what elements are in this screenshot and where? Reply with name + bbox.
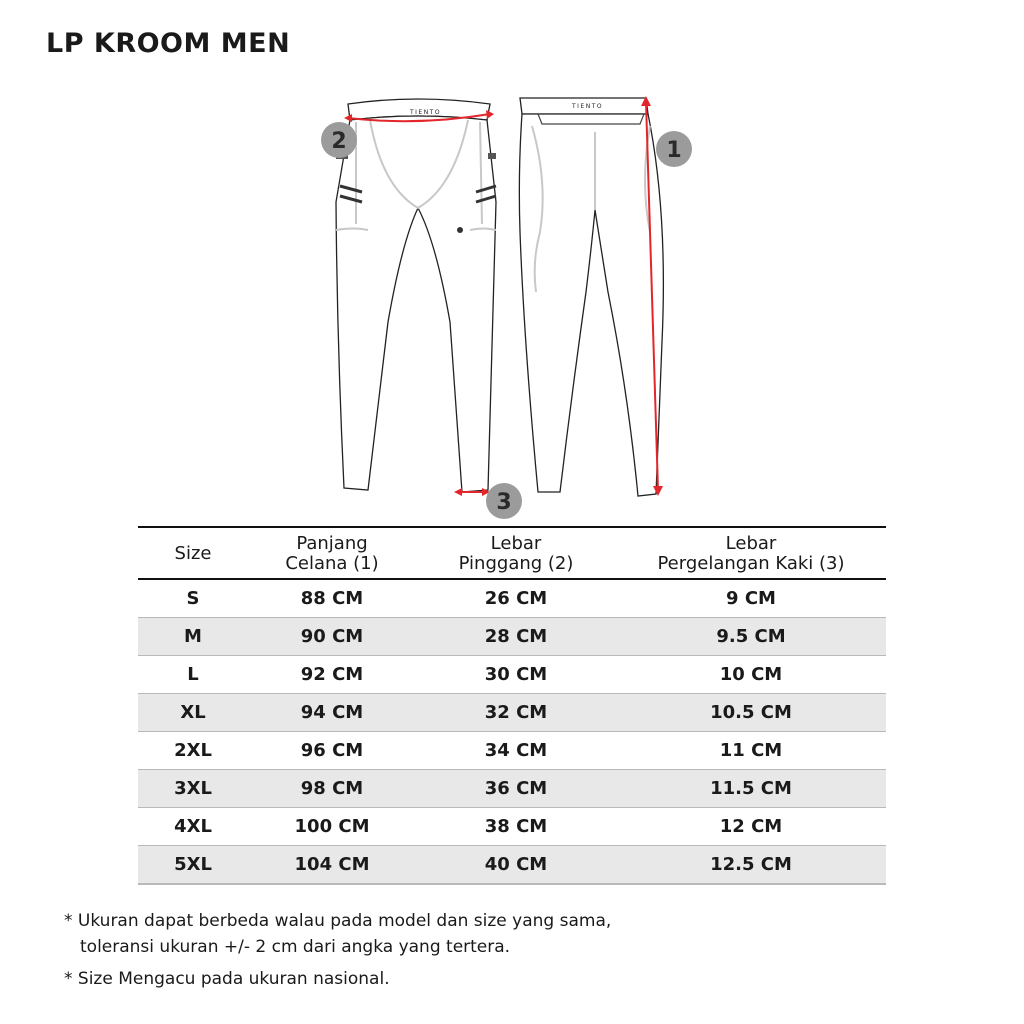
header-waist: Lebar Pinggang (2): [416, 527, 616, 579]
cell-ankle: 12 CM: [616, 808, 886, 846]
brand-label-back: TIENTO: [572, 103, 604, 110]
table-row: [138, 732, 886, 770]
cell-waist: 30 CM: [416, 656, 616, 694]
cell-ankle: 9 CM: [616, 579, 886, 618]
footnote-tolerance: [64, 908, 611, 960]
cell-ankle: 10.5 CM: [616, 694, 886, 732]
table-row: [138, 846, 886, 885]
cell-ankle: 11 CM: [616, 732, 886, 770]
pants-illustration: [310, 92, 710, 522]
table-row: [138, 770, 886, 808]
marker-2: [321, 122, 357, 158]
brand-label-front: TIENTO: [410, 109, 442, 116]
table-row: [138, 808, 886, 846]
table-row: [138, 579, 886, 618]
cell-ankle: 12.5 CM: [616, 846, 886, 885]
marker-3-label: 3: [496, 490, 512, 515]
cell-size: L: [138, 656, 248, 694]
cell-size: 4XL: [138, 808, 248, 846]
cell-length: 90 CM: [248, 618, 416, 656]
cell-size: M: [138, 618, 248, 656]
cell-length: 98 CM: [248, 770, 416, 808]
cell-length: 100 CM: [248, 808, 416, 846]
footnotes: [64, 908, 611, 998]
pants-back-view: [519, 98, 663, 496]
cell-length: 104 CM: [248, 846, 416, 885]
table-row: [138, 618, 886, 656]
cell-ankle: 9.5 CM: [616, 618, 886, 656]
cell-length: 96 CM: [248, 732, 416, 770]
cell-waist: 38 CM: [416, 808, 616, 846]
table-row: [138, 694, 886, 732]
cell-size: XL: [138, 694, 248, 732]
footnote-national-size: * Size Mengacu pada ukuran nasional.: [64, 969, 390, 989]
marker-1: [656, 131, 692, 167]
footnote-tolerance-line2: toleransi ukuran +/- 2 cm dari angka yang tertera.: [80, 937, 511, 957]
cell-waist: 28 CM: [416, 618, 616, 656]
header-ankle: Lebar Pergelangan Kaki (3): [616, 527, 886, 579]
cell-length: 92 CM: [248, 656, 416, 694]
page-title: LP KROOM MEN: [46, 28, 291, 59]
marker-3: [486, 483, 522, 519]
header-size: Size: [138, 527, 248, 579]
table-row: [138, 656, 886, 694]
cell-waist: 34 CM: [416, 732, 616, 770]
cell-size: S: [138, 579, 248, 618]
cell-size: 3XL: [138, 770, 248, 808]
cell-ankle: 11.5 CM: [616, 770, 886, 808]
cell-waist: 40 CM: [416, 846, 616, 885]
size-chart-table: [138, 526, 886, 885]
cell-ankle: 10 CM: [616, 656, 886, 694]
footnote-tolerance-line1: * Ukuran dapat berbeda walau pada model dan size yang sama,: [64, 911, 612, 931]
marker-2-label: 2: [331, 129, 347, 154]
pants-front-view: [336, 99, 496, 492]
cell-size: 5XL: [138, 846, 248, 885]
marker-1-label: 1: [666, 138, 682, 163]
cell-length: 94 CM: [248, 694, 416, 732]
cell-waist: 32 CM: [416, 694, 616, 732]
header-length: Panjang Celana (1): [248, 527, 416, 579]
cell-waist: 26 CM: [416, 579, 616, 618]
cell-waist: 36 CM: [416, 770, 616, 808]
cell-size: 2XL: [138, 732, 248, 770]
cell-length: 88 CM: [248, 579, 416, 618]
table-header-row: [138, 527, 886, 579]
